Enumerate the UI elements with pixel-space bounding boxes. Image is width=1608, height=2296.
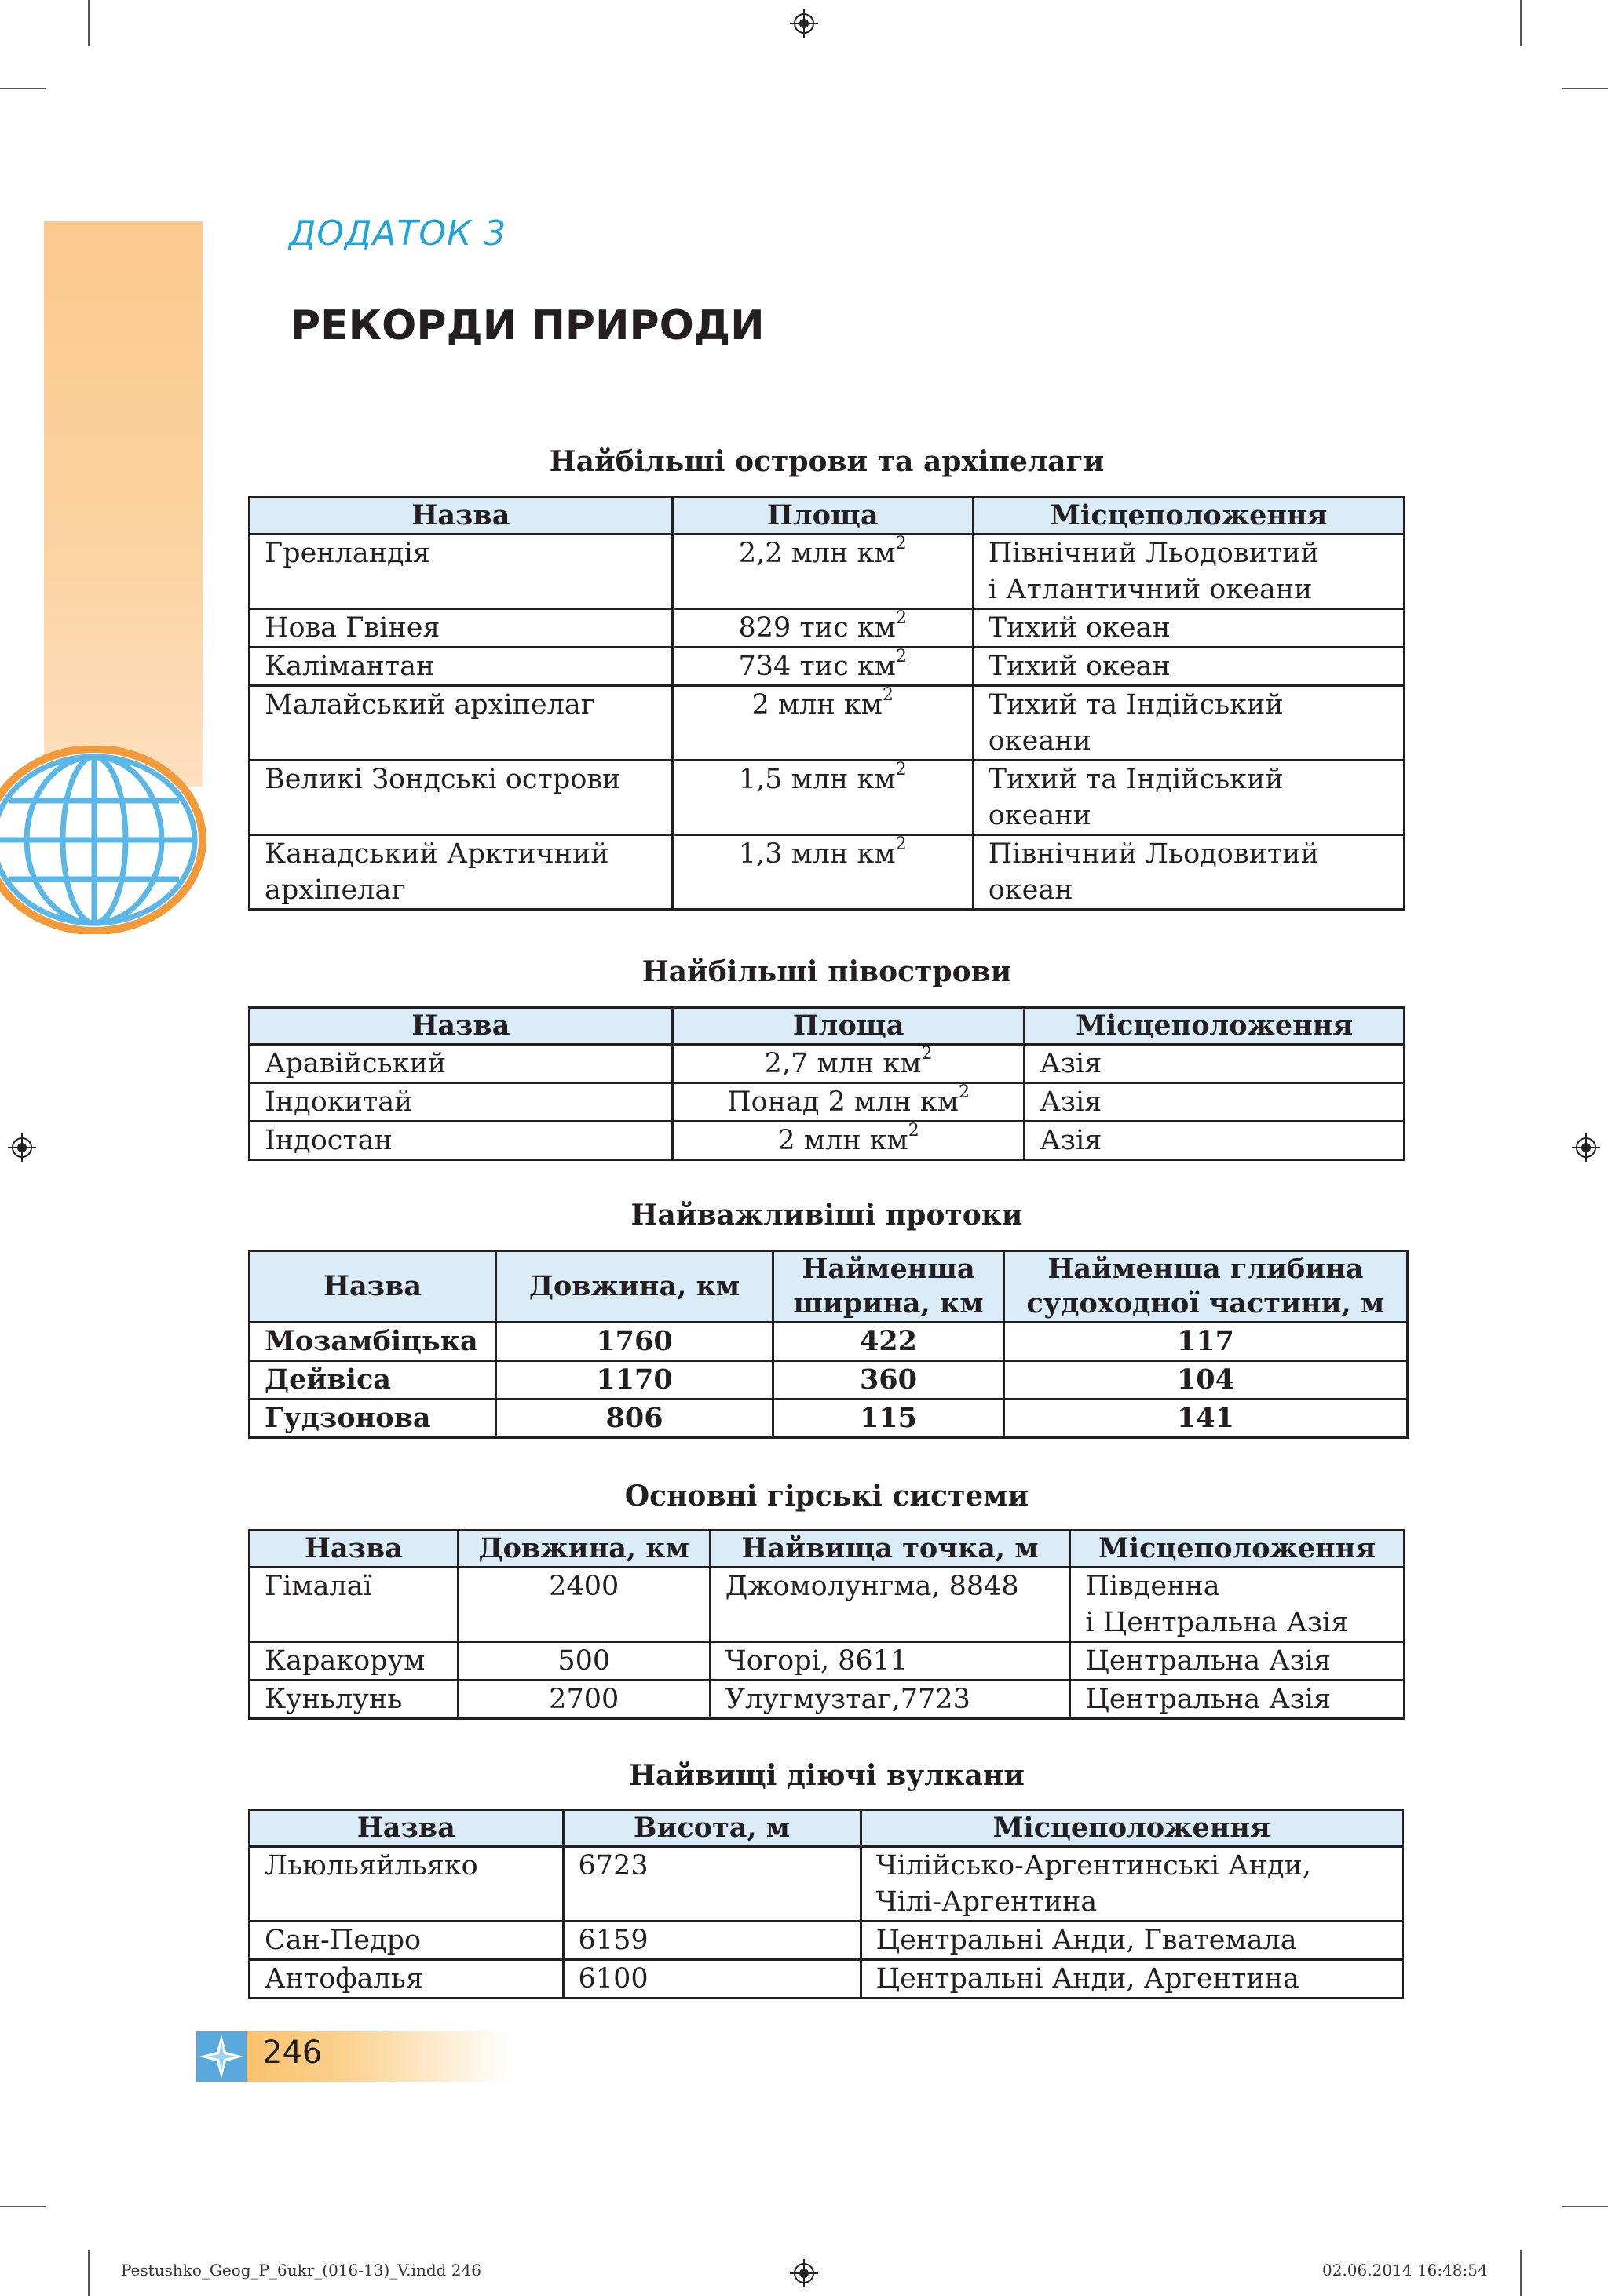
length-cell: 806 bbox=[495, 1400, 773, 1438]
table-row bbox=[250, 609, 1405, 648]
name-cell: Калімантан bbox=[250, 648, 673, 686]
table-row bbox=[250, 1122, 1405, 1160]
column-header: Назва bbox=[250, 1008, 673, 1045]
footer-timestamp: 02.06.2014 16:48:54 bbox=[1322, 2261, 1488, 2280]
globe-icon bbox=[0, 746, 212, 934]
registration-mark-icon bbox=[1572, 1133, 1600, 1162]
peak-cell: Чогорі, 8611 bbox=[710, 1642, 1070, 1681]
table-row bbox=[250, 1083, 1405, 1122]
location-cell: Північний Льодовитий океан bbox=[973, 835, 1404, 910]
name-cell: Індокитай bbox=[250, 1083, 673, 1122]
table-row bbox=[250, 1960, 1403, 1999]
depth-cell: 104 bbox=[1003, 1361, 1407, 1400]
table-header-row bbox=[250, 1008, 1405, 1045]
name-cell: Антофалья bbox=[250, 1960, 564, 1999]
table-row bbox=[250, 1568, 1405, 1642]
area-cell: 2 млн $км^2$ bbox=[672, 1122, 1025, 1160]
width-cell: 360 bbox=[773, 1361, 1004, 1400]
crop-mark bbox=[1520, 2250, 1522, 2296]
location-cell: Північний Льодовитий і Атлантичний океани bbox=[973, 535, 1404, 609]
name-cell: Гренландія bbox=[250, 535, 673, 609]
column-header: Найменша глибина судоходної частини, м bbox=[1003, 1251, 1407, 1323]
peak-cell: Улугмузтаг,7723 bbox=[710, 1681, 1070, 1719]
area-cell: 2 млн $км^2$ bbox=[672, 686, 973, 761]
table-header-row bbox=[250, 1251, 1408, 1323]
table-row bbox=[250, 761, 1405, 835]
location-cell: Південна і Центральна Азія bbox=[1070, 1568, 1405, 1642]
compass-star-icon bbox=[196, 2031, 247, 2082]
column-header: Назва bbox=[250, 1251, 496, 1323]
mountains-table bbox=[248, 1529, 1405, 1720]
name-cell: Мозамбіцька bbox=[250, 1323, 496, 1361]
column-header: Площа bbox=[672, 498, 973, 535]
crop-mark bbox=[1562, 2206, 1608, 2207]
table-row bbox=[250, 686, 1405, 761]
length-cell: 500 bbox=[458, 1642, 710, 1681]
location-cell: Азія bbox=[1025, 1122, 1405, 1160]
crop-mark bbox=[1520, 0, 1522, 46]
section-title-volcanoes: Найвищі діючі вулкани bbox=[629, 1759, 1025, 1792]
table-row bbox=[250, 1361, 1408, 1400]
name-cell: Гімалаї bbox=[250, 1568, 459, 1642]
area-cell: 2,7 млн $км^2$ bbox=[672, 1045, 1025, 1083]
area-cell: Понад 2 млн $км^2$ bbox=[672, 1083, 1025, 1122]
section-title-mountains: Основні гірські системи bbox=[624, 1480, 1029, 1513]
name-cell: Сан-Педро bbox=[250, 1922, 564, 1960]
registration-mark-icon bbox=[790, 9, 818, 38]
height-cell: 6723 bbox=[563, 1847, 861, 1922]
column-header: Довжина, км bbox=[458, 1531, 710, 1568]
registration-mark-icon bbox=[790, 2259, 818, 2287]
crop-mark bbox=[0, 88, 46, 89]
location-cell: Центральна Азія bbox=[1070, 1642, 1405, 1681]
area-cell: 1,5 млн $км^2$ bbox=[672, 761, 973, 835]
location-cell: Тихий та Індійський океани bbox=[973, 761, 1404, 835]
area-cell: 829 тис $км^2$ bbox=[672, 609, 973, 648]
section-title-islands: Найбільші острови та архіпелаги bbox=[549, 445, 1105, 478]
location-cell: Азія bbox=[1025, 1045, 1405, 1083]
length-cell: 1760 bbox=[495, 1323, 773, 1361]
name-cell: Льюльяйльяко bbox=[250, 1847, 564, 1922]
location-cell: Центральна Азія bbox=[1070, 1681, 1405, 1719]
length-cell: 1170 bbox=[495, 1361, 773, 1400]
islands-table bbox=[248, 496, 1405, 911]
column-header: Найменша ширина, км bbox=[773, 1251, 1004, 1323]
area-cell: 734 тис $км^2$ bbox=[672, 648, 973, 686]
column-header: Найвища точка, м bbox=[710, 1531, 1070, 1568]
location-cell: Чілійсько-Аргентинські Анди, Чілі-Аргентина bbox=[861, 1847, 1402, 1922]
length-cell: 2700 bbox=[458, 1681, 710, 1719]
column-header: Місцеположення bbox=[973, 498, 1404, 535]
name-cell: Куньлунь bbox=[250, 1681, 459, 1719]
table-row bbox=[250, 1922, 1403, 1960]
name-cell: Каракорум bbox=[250, 1642, 459, 1681]
length-cell: 2400 bbox=[458, 1568, 710, 1642]
depth-cell: 141 bbox=[1003, 1400, 1407, 1438]
crop-mark bbox=[88, 0, 90, 46]
table-row bbox=[250, 1642, 1405, 1681]
crop-mark bbox=[1562, 88, 1608, 89]
name-cell: Аравійський bbox=[250, 1045, 673, 1083]
width-cell: 115 bbox=[773, 1400, 1004, 1438]
section-title-straits: Найважливіші протоки bbox=[630, 1199, 1023, 1232]
location-cell: Азія bbox=[1025, 1083, 1405, 1122]
name-cell: Канадський Арктичний архіпелаг bbox=[250, 835, 673, 910]
column-header: Довжина, км bbox=[495, 1251, 773, 1323]
area-cell: 2,2 млн $км^2$ bbox=[672, 535, 973, 609]
name-cell: Дейвіса bbox=[250, 1361, 496, 1400]
table-row bbox=[250, 1847, 1403, 1922]
location-cell: Тихий та Індійський океани bbox=[973, 686, 1404, 761]
volcanoes-table bbox=[248, 1809, 1404, 1999]
table-row bbox=[250, 535, 1405, 609]
table-row bbox=[250, 1323, 1408, 1361]
table-header-row bbox=[250, 1531, 1405, 1568]
table-header-row bbox=[250, 1810, 1403, 1847]
column-header: Назва bbox=[250, 498, 673, 535]
name-cell: Індостан bbox=[250, 1122, 673, 1160]
height-cell: 6159 bbox=[563, 1922, 861, 1960]
height-cell: 6100 bbox=[563, 1960, 861, 1999]
column-header: Місцеположення bbox=[861, 1810, 1402, 1847]
side-decoration-band bbox=[44, 221, 203, 787]
registration-mark-icon bbox=[8, 1133, 36, 1162]
crop-mark bbox=[88, 2250, 90, 2296]
location-cell: Центральні Анди, Гватемала bbox=[861, 1922, 1402, 1960]
column-header: Місцеположення bbox=[1070, 1531, 1405, 1568]
table-row bbox=[250, 1400, 1408, 1438]
name-cell: Малайський архіпелаг bbox=[250, 686, 673, 761]
table-row bbox=[250, 1681, 1405, 1719]
column-header: Назва bbox=[250, 1810, 564, 1847]
name-cell: Гудзонова bbox=[250, 1400, 496, 1438]
peak-cell: Джомолунгма, 8848 bbox=[710, 1568, 1070, 1642]
section-title-peninsulas: Найбільші півострови bbox=[641, 955, 1012, 988]
appendix-label: ДОДАТОК 3 bbox=[289, 214, 507, 254]
name-cell: Великі Зондські острови bbox=[250, 761, 673, 835]
page-number: 246 bbox=[262, 2035, 323, 2071]
area-cell: 1,3 млн $км^2$ bbox=[672, 835, 973, 910]
location-cell: Тихий океан bbox=[973, 609, 1404, 648]
column-header: Місцеположення bbox=[1025, 1008, 1405, 1045]
depth-cell: 117 bbox=[1003, 1323, 1407, 1361]
straits-table bbox=[248, 1250, 1409, 1439]
crop-mark bbox=[0, 2206, 46, 2207]
table-row bbox=[250, 1045, 1405, 1083]
location-cell: Тихий океан bbox=[973, 648, 1404, 686]
peninsulas-table bbox=[248, 1006, 1405, 1161]
column-header: Площа bbox=[672, 1008, 1025, 1045]
table-row bbox=[250, 648, 1405, 686]
name-cell: Нова Гвінея bbox=[250, 609, 673, 648]
width-cell: 422 bbox=[773, 1323, 1004, 1361]
column-header: Висота, м bbox=[563, 1810, 861, 1847]
location-cell: Центральні Анди, Аргентина bbox=[861, 1960, 1402, 1999]
table-row bbox=[250, 835, 1405, 910]
footer-file-name: Pestushko_Geog_P_6ukr_(016-13)_V.indd 246 bbox=[121, 2261, 481, 2280]
table-header-row bbox=[250, 498, 1405, 535]
page-title: РЕКОРДИ ПРИРОДИ bbox=[291, 302, 765, 349]
column-header: Назва bbox=[250, 1531, 459, 1568]
